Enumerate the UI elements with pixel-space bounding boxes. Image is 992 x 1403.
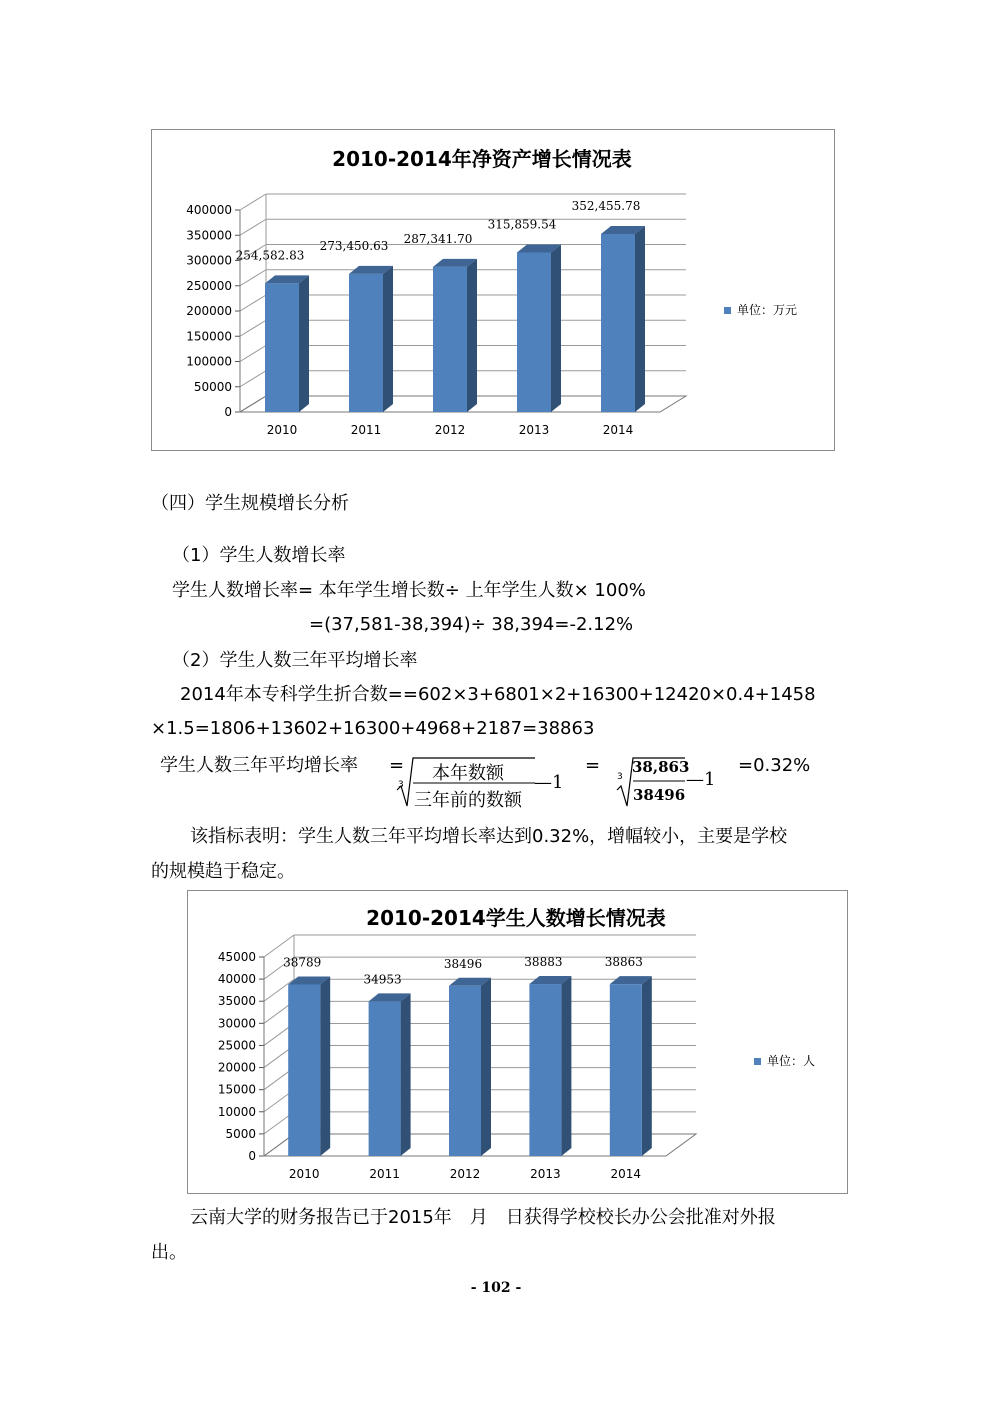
bar-side: [299, 275, 309, 412]
data-label: 315,859.54: [487, 217, 557, 232]
gridline-wall: [240, 270, 266, 286]
x-tick-label: 2011: [369, 1167, 400, 1181]
bar-side: [642, 976, 652, 1156]
data-label: 352,455.78: [571, 199, 641, 214]
y-tick-label: 30000: [217, 1016, 256, 1031]
y-tick-label: 15000: [217, 1082, 256, 1097]
legend-label: 单位：人: [767, 1054, 816, 1068]
paragraph2-line2: 出。: [151, 1242, 187, 1263]
bar: [433, 267, 467, 412]
y-tick-label: 5000: [225, 1126, 256, 1141]
legend-swatch: [754, 1058, 761, 1065]
x-tick-label: 2010: [288, 1167, 320, 1181]
gridline-wall: [240, 219, 266, 235]
y-tick-label: 0: [248, 1149, 256, 1163]
bar: [349, 274, 383, 412]
item2-line1: 2014年本专科学生折合数==602×3+6801×2+16300+12420×0.4+1458: [180, 684, 816, 705]
y-tick-label: 35000: [217, 994, 256, 1009]
bar-side: [551, 244, 561, 412]
gridline-wall: [264, 935, 294, 957]
gridline-wall: [240, 346, 266, 362]
bar-side: [481, 978, 491, 1156]
data-label: 287,341.70: [403, 231, 473, 246]
chart-title: 2010-2014学生人数增长情况表: [366, 906, 666, 930]
bar: [369, 1001, 401, 1156]
fraction1-numerator: 本年数额: [432, 763, 504, 784]
x-tick-label: 2014: [602, 423, 634, 437]
fraction2-denominator: 38496: [633, 786, 686, 804]
data-label: 273,450.63: [319, 238, 389, 253]
bar: [288, 984, 320, 1156]
bar-side: [635, 226, 645, 412]
bar: [265, 283, 299, 412]
x-tick-label: 2012: [449, 1167, 481, 1181]
fraction2-numerator: 38,863: [632, 758, 690, 776]
page-number: - 102 -: [470, 1280, 522, 1296]
x-tick-label: 2013: [518, 423, 550, 437]
data-label: 254,582.83: [235, 248, 305, 263]
data-label: 38789: [283, 955, 322, 970]
item1-heading: （1）学生人数增长率: [172, 545, 346, 566]
equals-sign-1: =: [389, 755, 405, 776]
minus-one-1: —1: [534, 772, 564, 793]
equals-sign-2: =: [585, 755, 601, 776]
gridline-wall: [240, 194, 266, 210]
legend-label: 单位：万元: [737, 303, 798, 317]
y-tick-label: 400000: [186, 203, 232, 217]
net-assets-chart-svg: [152, 130, 834, 450]
gridline-wall: [240, 295, 266, 311]
gridline-wall: [240, 320, 266, 336]
data-label: 34953: [363, 972, 402, 987]
result-value: =0.32%: [738, 755, 811, 776]
y-tick-label: 0: [224, 405, 232, 419]
x-tick-label: 2010: [266, 423, 298, 437]
bar: [610, 984, 642, 1156]
y-tick-label: 20000: [217, 1060, 256, 1075]
net-assets-chart: [151, 129, 835, 451]
bar: [601, 234, 635, 412]
bar-side: [401, 993, 411, 1156]
bar-side: [467, 259, 477, 412]
data-label: 38883: [524, 955, 563, 970]
y-tick-label: 100000: [186, 354, 232, 369]
y-tick-label: 25000: [217, 1038, 256, 1053]
minus-one-2: —1: [686, 769, 716, 790]
bar-side: [383, 266, 393, 412]
x-tick-label: 2011: [350, 423, 382, 437]
y-tick-label: 45000: [217, 950, 256, 964]
bar: [449, 986, 481, 1156]
data-label: 38496: [443, 956, 483, 971]
item1-formula: 学生人数增长率= 本年学生增长数÷ 上年学生人数× 100%: [172, 580, 646, 601]
y-tick-label: 350000: [186, 228, 232, 243]
y-tick-label: 200000: [186, 304, 232, 318]
paragraph2-line1: 云南大学的财务报告已于2015年 月 日获得学校校长办公会批准对外报: [190, 1207, 776, 1228]
y-tick-label: 150000: [186, 329, 232, 344]
fraction1-denominator: 三年前的数额: [414, 790, 522, 811]
x-tick-label: 2014: [610, 1167, 642, 1181]
avg-label: 学生人数三年平均增长率: [160, 755, 358, 776]
item1-calc: =(37,581-38,394)÷ 38,394=-2.12%: [309, 614, 634, 635]
student-count-chart: [187, 890, 848, 1194]
y-tick-label: 10000: [217, 1104, 256, 1119]
item2-heading: （2）学生人数三年平均增长率: [172, 650, 418, 671]
y-tick-label: 250000: [186, 278, 232, 293]
root-index-2: 3: [617, 772, 623, 782]
y-tick-label: 300000: [186, 253, 232, 268]
section-heading: （四）学生规模增长分析: [151, 493, 349, 514]
paragraph1-line2: 的规模趋于稳定。: [151, 861, 295, 882]
bar-side: [561, 976, 571, 1156]
bar: [529, 984, 561, 1156]
x-tick-label: 2012: [434, 423, 466, 437]
data-label: 38863: [604, 955, 643, 970]
bar: [517, 252, 551, 412]
item2-line2: ×1.5=1806+13602+16300+4968+2187=38863: [151, 718, 595, 739]
root-index-1: 3: [398, 780, 404, 790]
bar-side: [320, 976, 330, 1156]
legend-swatch: [724, 307, 731, 314]
gridline-wall: [240, 371, 266, 387]
paragraph1-line1: 该指标表明：学生人数三年平均增长率达到0.32%，增幅较小，主要是学校: [190, 826, 788, 847]
y-tick-label: 50000: [193, 379, 232, 394]
x-tick-label: 2013: [530, 1167, 561, 1181]
y-tick-label: 40000: [217, 972, 256, 987]
student-count-chart-svg: [188, 891, 847, 1193]
chart-title: 2010-2014年净资产增长情况表: [332, 147, 632, 171]
